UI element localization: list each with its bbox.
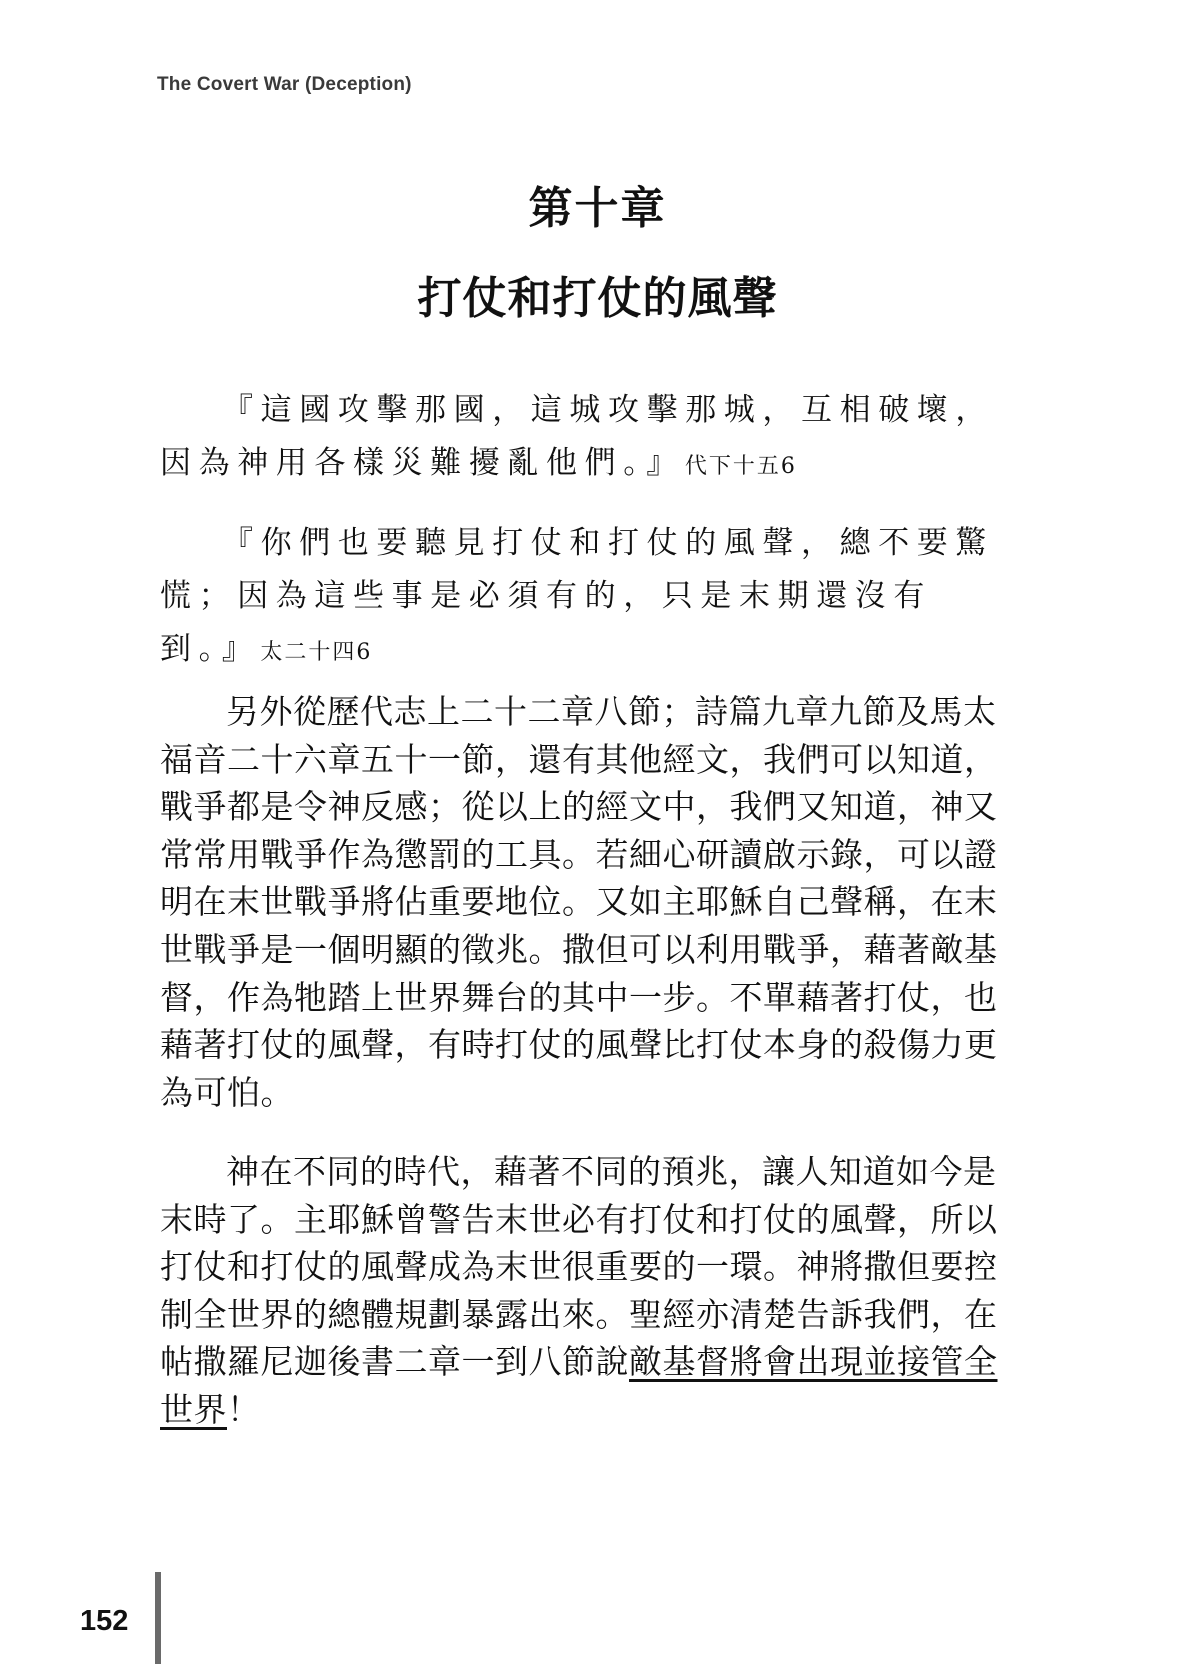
scripture-reference: 代下十五6 [684,454,797,479]
scripture-reference: 太二十四6 [260,640,373,665]
running-header: The Covert War (Deception) [157,74,412,95]
underlined-text: 敵基督將會出現並接管全世界 [160,1342,998,1429]
scripture-quote [160,517,1010,679]
body-paragraph: 另外從歷代志上二十二章八節；詩篇九章九節及馬太福音二十六章五十一節，還有其他經文，我們可以知道，戰爭都是令神反感；從以上的經文中，我們又知道，神又常常用戰爭作為懲罰的工具。若細心研讀啟示錄，可以證明在末世戰爭將佔重要地位。又如主耶穌自己聲稱，在末世戰爭是一個明顯的徵兆。撒但可以利用戰爭，藉著敵基督，作為牠踏上世界舞台的其中一步。不單藉著打仗，也藉著打仗的風聲，有時打仗的風聲比打仗本身的殺傷力更為可怕。 [160,692,998,1112]
quote-text: 『這國攻擊那國，這城攻擊那城，互相破壞，因為神用各樣災難擾亂他們。』 [160,392,994,481]
page-number-divider [155,1572,161,1664]
body-paragraph [160,1148,1018,1434]
scripture-quote [160,384,1010,493]
paragraph-text: 神在不同的時代，藉著不同的預兆，讓人知道如今是末時了。主耶穌曾警告末世必有打仗和打仗的風聲，所以打仗和打仗的風聲成為末世很重要的一環。神將撒但要控制全世界的總體規劃暴露出來。聖經亦清楚告訴我們，在帖撒羅尼迦後書二章一到八節說 [160,1152,998,1382]
chapter-title: 打仗和打仗的風聲 [417,273,778,324]
quote-text: 『你們也要聽見打仗和打仗的風聲，總不要驚慌；因為這些事是必須有的，只是末期還沒有到。』 [160,525,994,667]
page-number: 152 [80,1605,129,1637]
paragraph-text-end: ！ [227,1389,261,1429]
chapter-number: 第十章 [528,183,667,234]
